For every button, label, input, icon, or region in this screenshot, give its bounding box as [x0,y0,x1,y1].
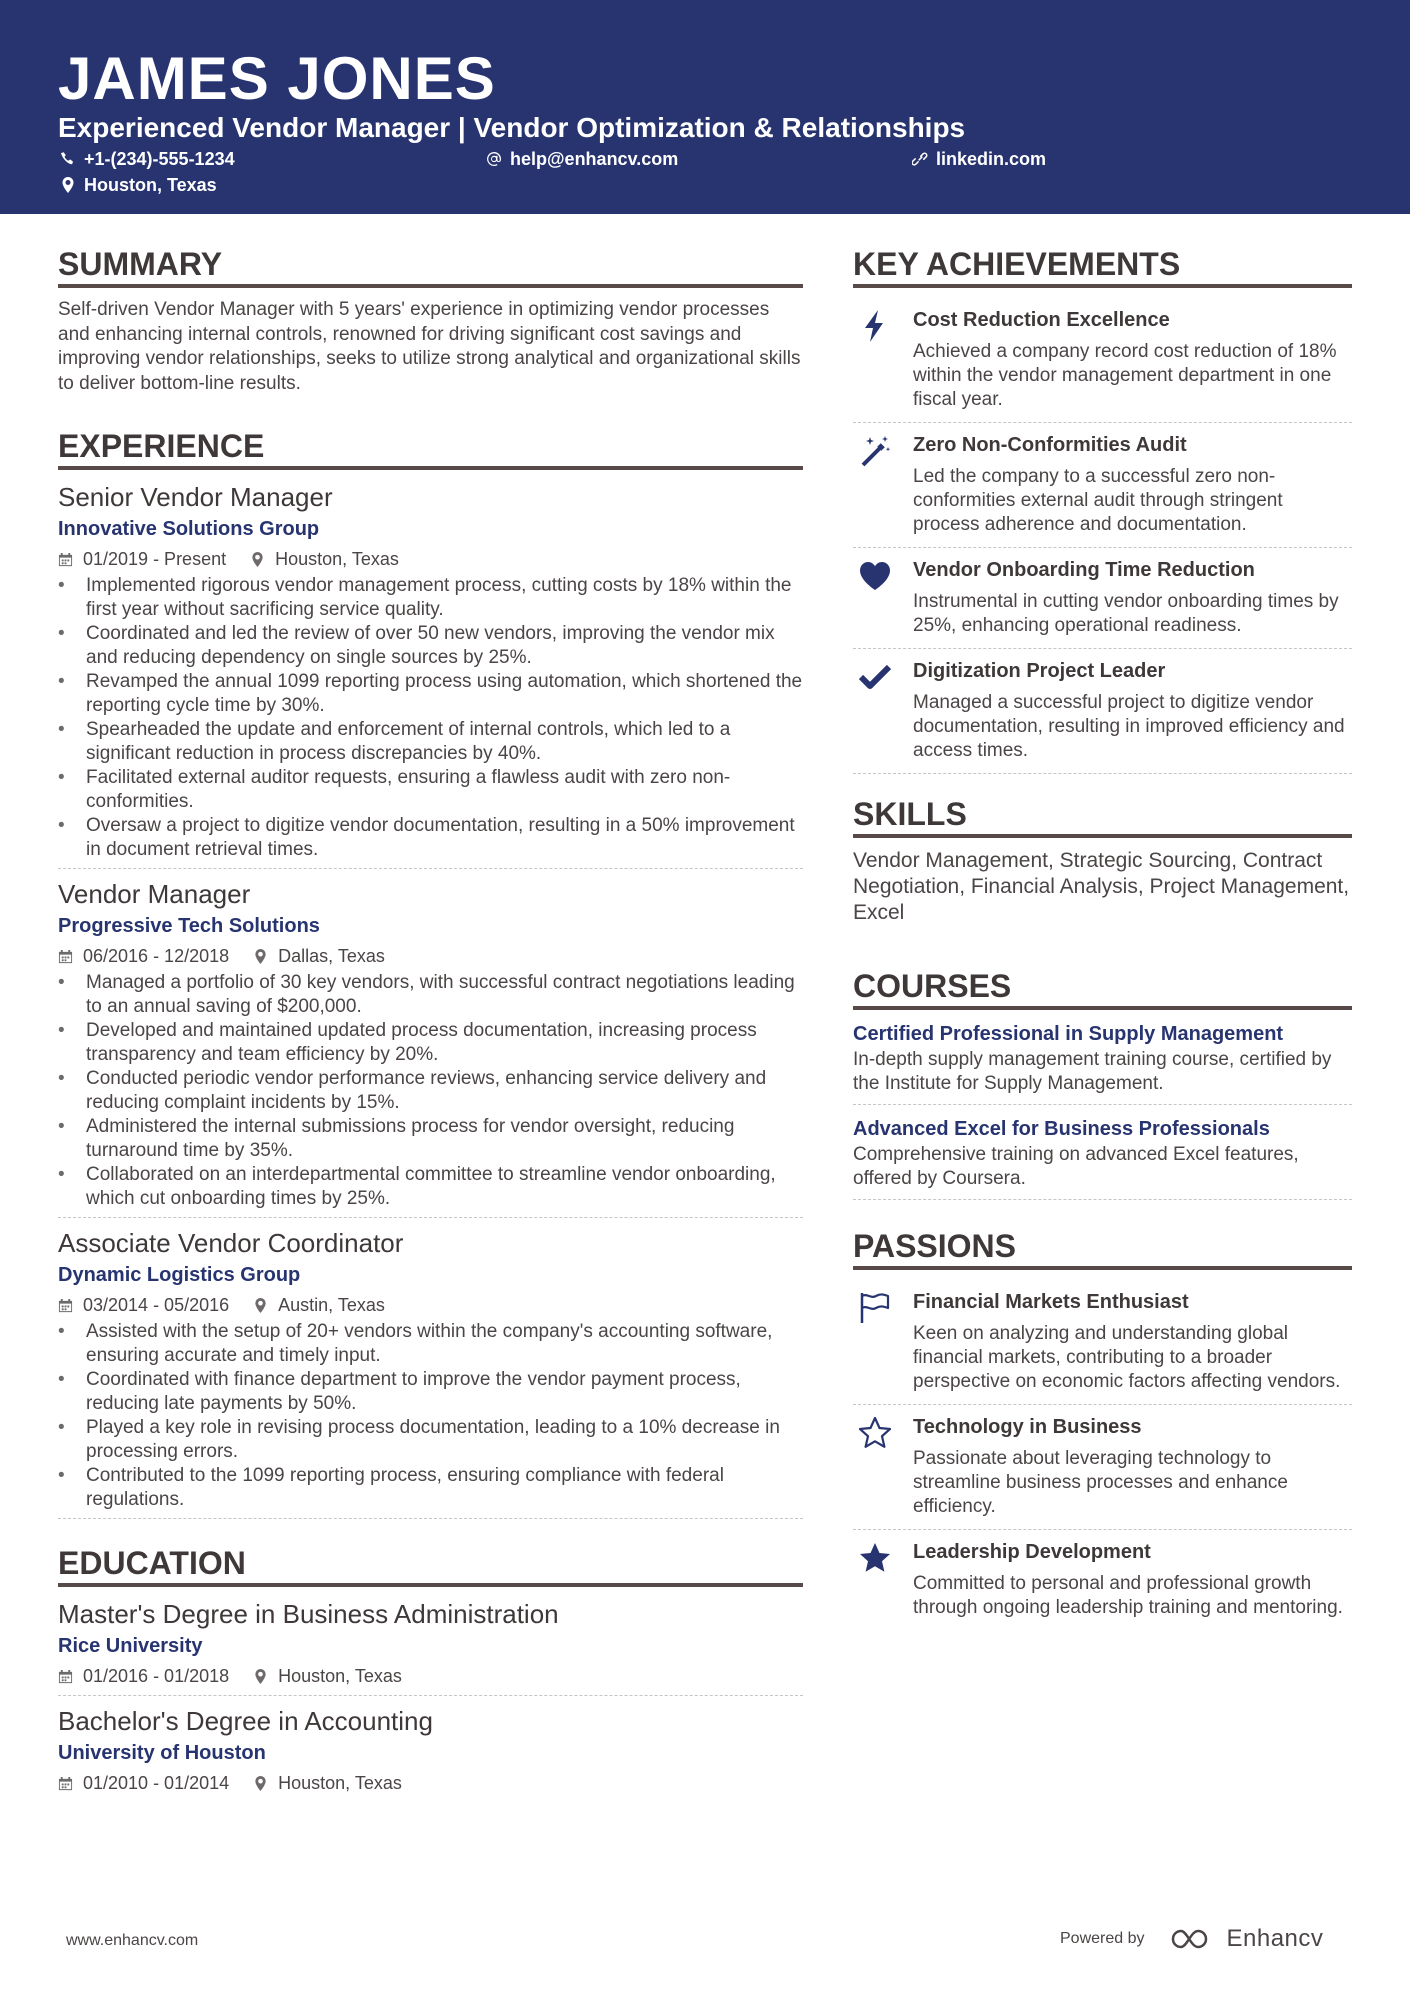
job-bullet: • Implemented rigorous vendor management process, cutting costs by 18% within the first year without sacrificing service quality. [58,574,803,622]
experience-heading: EXPERIENCE [58,426,803,470]
achievement-description: Managed a successful project to digitize vendor documentation, resulting in improved efficiency and access times. [913,692,1345,761]
phone-contact[interactable] [60,148,235,170]
job-title: Associate Vendor Coordinator [58,1228,404,1258]
skills-list: Vendor Management, Strategic Sourcing, Contract Negotiation, Financial Analysis, Project Management, Excel [853,849,1350,924]
achievement-title: Digitization Project Leader [913,660,1166,682]
achievement-item [853,423,1352,548]
education-meta [58,1663,803,1689]
job-bullet: • Administered the internal submissions process for vendor oversight, reducing turnaround time by 35%. [58,1115,803,1163]
education-entry [58,1597,803,1696]
flag-icon [857,1290,893,1326]
job-bullet: • Contributed to the 1099 reporting process, ensuring compliance with federal regulations. [58,1464,803,1512]
passion-title: Financial Markets Enthusiast [913,1291,1189,1313]
education-location: Houston, Texas [278,1666,402,1686]
job-title: Senior Vendor Manager [58,482,333,512]
experience-entry [58,877,803,1218]
job-bullet: • Revamped the annual 1099 reporting process using automation, which shortened the reporting cycle time by 30%. [58,670,803,718]
job-bullets [58,971,803,1211]
summary-text: Self-driven Vendor Manager with 5 years' experience in optimizing vendor processes and enhancing internal controls, renowned for driving significant cost savings and improving vendor relationships, seeks to utilize strong analytical and organizational skills to deliver bottom-line results. [58,299,801,394]
degree-title: Bachelor's Degree in Accounting [58,1706,433,1736]
map-pin-icon [60,177,76,193]
job-bullet: • Played a key role in revising process documentation, leading to a 10% decrease in processing errors. [58,1416,803,1464]
job-dates: 03/2014 - 05/2016 [83,1295,230,1315]
achievement-description: Achieved a company record cost reduction of 18% within the vendor management department in one fiscal year. [913,341,1337,410]
achievements-heading: KEY ACHIEVEMENTS [853,244,1352,288]
passion-title: Leadership Development [913,1541,1151,1563]
job-bullets [58,574,803,862]
map-pin-icon [253,1298,268,1313]
candidate-headline: Experienced Vendor Manager | Vendor Optimization & Relationships [58,112,966,143]
passion-description: Passionate about leveraging technology to streamline business processes and enhance efficiency. [913,1448,1288,1517]
job-bullet: • Facilitated external auditor requests, ensuring a flawless audit with zero non-conformities. [58,766,803,814]
calendar-icon [58,1669,73,1684]
job-bullet: • Coordinated and led the review of over 50 new vendors, improving the vendor mix and reducing dependency on single sources by 25%. [58,622,803,670]
job-bullet: • Spearheaded the update and enforcement of internal controls, which led to a significant reduction in process discrepancies by 40%. [58,718,803,766]
job-bullet: • Managed a portfolio of 30 key vendors, with successful contract negotiations leading to an annual saving of $200,000. [58,971,803,1019]
brand-name: Enhancv [1226,1925,1324,1952]
powered-by-label: Powered by [1060,1930,1145,1947]
education-location: Houston, Texas [278,1773,402,1793]
course-item [853,1020,1352,1105]
map-pin-icon [253,1776,268,1791]
map-pin-icon [250,552,265,567]
passion-item [853,1280,1352,1405]
skills-heading: SKILLS [853,794,1352,838]
education-meta [58,1770,803,1796]
job-bullet: • Conducted periodic vendor performance reviews, enhancing service delivery and reducing complaint incidents by 15%. [58,1067,803,1115]
summary-heading: SUMMARY [58,244,803,288]
magic-wand-icon [857,433,893,469]
degree-title: Master's Degree in Business Administration [58,1599,559,1629]
courses-heading: COURSES [853,966,1352,1010]
calendar-icon [58,552,73,567]
calendar-icon [58,949,73,964]
experience-entry [58,1226,803,1519]
education-entry [58,1704,803,1802]
course-title: Advanced Excel for Business Professionals [853,1118,1270,1140]
course-title: Certified Professional in Supply Management [853,1023,1284,1045]
passions-heading: PASSIONS [853,1226,1352,1270]
company-name: Innovative Solutions Group [58,518,320,540]
school-name: University of Houston [58,1742,266,1764]
course-item [853,1115,1352,1200]
job-location: Houston, Texas [275,549,399,569]
education-dates: 01/2016 - 01/2018 [83,1666,230,1686]
phone-icon [60,151,76,167]
at-sign-icon [486,151,502,167]
job-meta [58,943,803,969]
passion-description: Committed to personal and professional growth through ongoing leadership training and mentoring. [913,1573,1343,1618]
course-description: In-depth supply management training course, certified by the Institute for Supply Management. [853,1049,1332,1094]
job-bullet: • Oversaw a project to digitize vendor documentation, resulting in a 50% improvement in document retrieval times. [58,814,803,862]
company-name: Progressive Tech Solutions [58,915,320,937]
footer-branding[interactable] [1060,1925,1323,1953]
achievement-item [853,548,1352,649]
star-outline-icon [857,1415,893,1451]
achievement-title: Zero Non-Conformities Audit [913,434,1187,456]
education-dates: 01/2010 - 01/2014 [83,1773,230,1793]
phone-number: +1-(234)-555-1234 [84,149,235,169]
achievement-title: Vendor Onboarding Time Reduction [913,559,1255,581]
link-icon [912,151,928,167]
left-column [58,244,803,1810]
achievement-description: Led the company to a successful zero non-conformities external audit through stringent process adherence and documentation. [913,466,1283,535]
passion-item [853,1405,1352,1530]
achievement-title: Cost Reduction Excellence [913,309,1170,331]
resume-header [0,0,1410,214]
education-heading: EDUCATION [58,1543,803,1587]
job-meta [58,1292,803,1318]
lightning-bolt-icon [857,308,893,344]
passion-item [853,1530,1352,1630]
job-bullet: • Developed and maintained updated process documentation, increasing process transparency and team efficiency by 20%. [58,1019,803,1067]
achievement-item [853,298,1352,423]
star-filled-icon [857,1540,893,1576]
achievement-item [853,649,1352,774]
email-contact[interactable] [486,148,678,170]
job-title: Vendor Manager [58,879,251,909]
location-text: Houston, Texas [84,175,217,195]
right-column [853,244,1352,1630]
experience-entry [58,480,803,869]
job-bullets [58,1320,803,1512]
map-pin-icon [253,949,268,964]
job-bullet: • Assisted with the setup of 20+ vendors within the company's accounting software, ensuring accurate and timely input. [58,1320,803,1368]
job-dates: 01/2019 - Present [83,549,227,569]
job-bullet: • Coordinated with finance department to improve the vendor payment process, reducing late payments by 50%. [58,1368,803,1416]
map-pin-icon [253,1669,268,1684]
location-contact [60,174,217,196]
job-location: Dallas, Texas [278,946,385,966]
heart-icon [857,558,893,594]
calendar-icon [58,1776,73,1791]
checkmark-icon [857,659,893,695]
calendar-icon [58,1298,73,1313]
footer-website[interactable]: www.enhancv.com [66,1932,199,1949]
job-bullet: • Collaborated on an interdepartmental committee to streamline vendor onboarding, which cut onboarding times by 25%. [58,1163,803,1211]
linkedin-contact[interactable] [912,148,1046,170]
passion-title: Technology in Business [913,1416,1142,1438]
achievement-description: Instrumental in cutting vendor onboarding times by 25%, enhancing operational readiness. [913,591,1339,636]
job-meta [58,546,803,572]
course-description: Comprehensive training on advanced Excel features, offered by Coursera. [853,1144,1299,1189]
linkedin-link: linkedin.com [936,149,1047,169]
email-address: help@enhancv.com [510,149,679,169]
enhancv-logo-icon [1169,1926,1217,1952]
candidate-name: JAMES JONES [58,45,496,112]
school-name: Rice University [58,1635,203,1657]
job-dates: 06/2016 - 12/2018 [83,946,230,966]
job-location: Austin, Texas [278,1295,385,1315]
passion-description: Keen on analyzing and understanding global financial markets, contributing to a broader perspective on economic factors affecting vendors. [913,1323,1341,1392]
company-name: Dynamic Logistics Group [58,1264,301,1286]
